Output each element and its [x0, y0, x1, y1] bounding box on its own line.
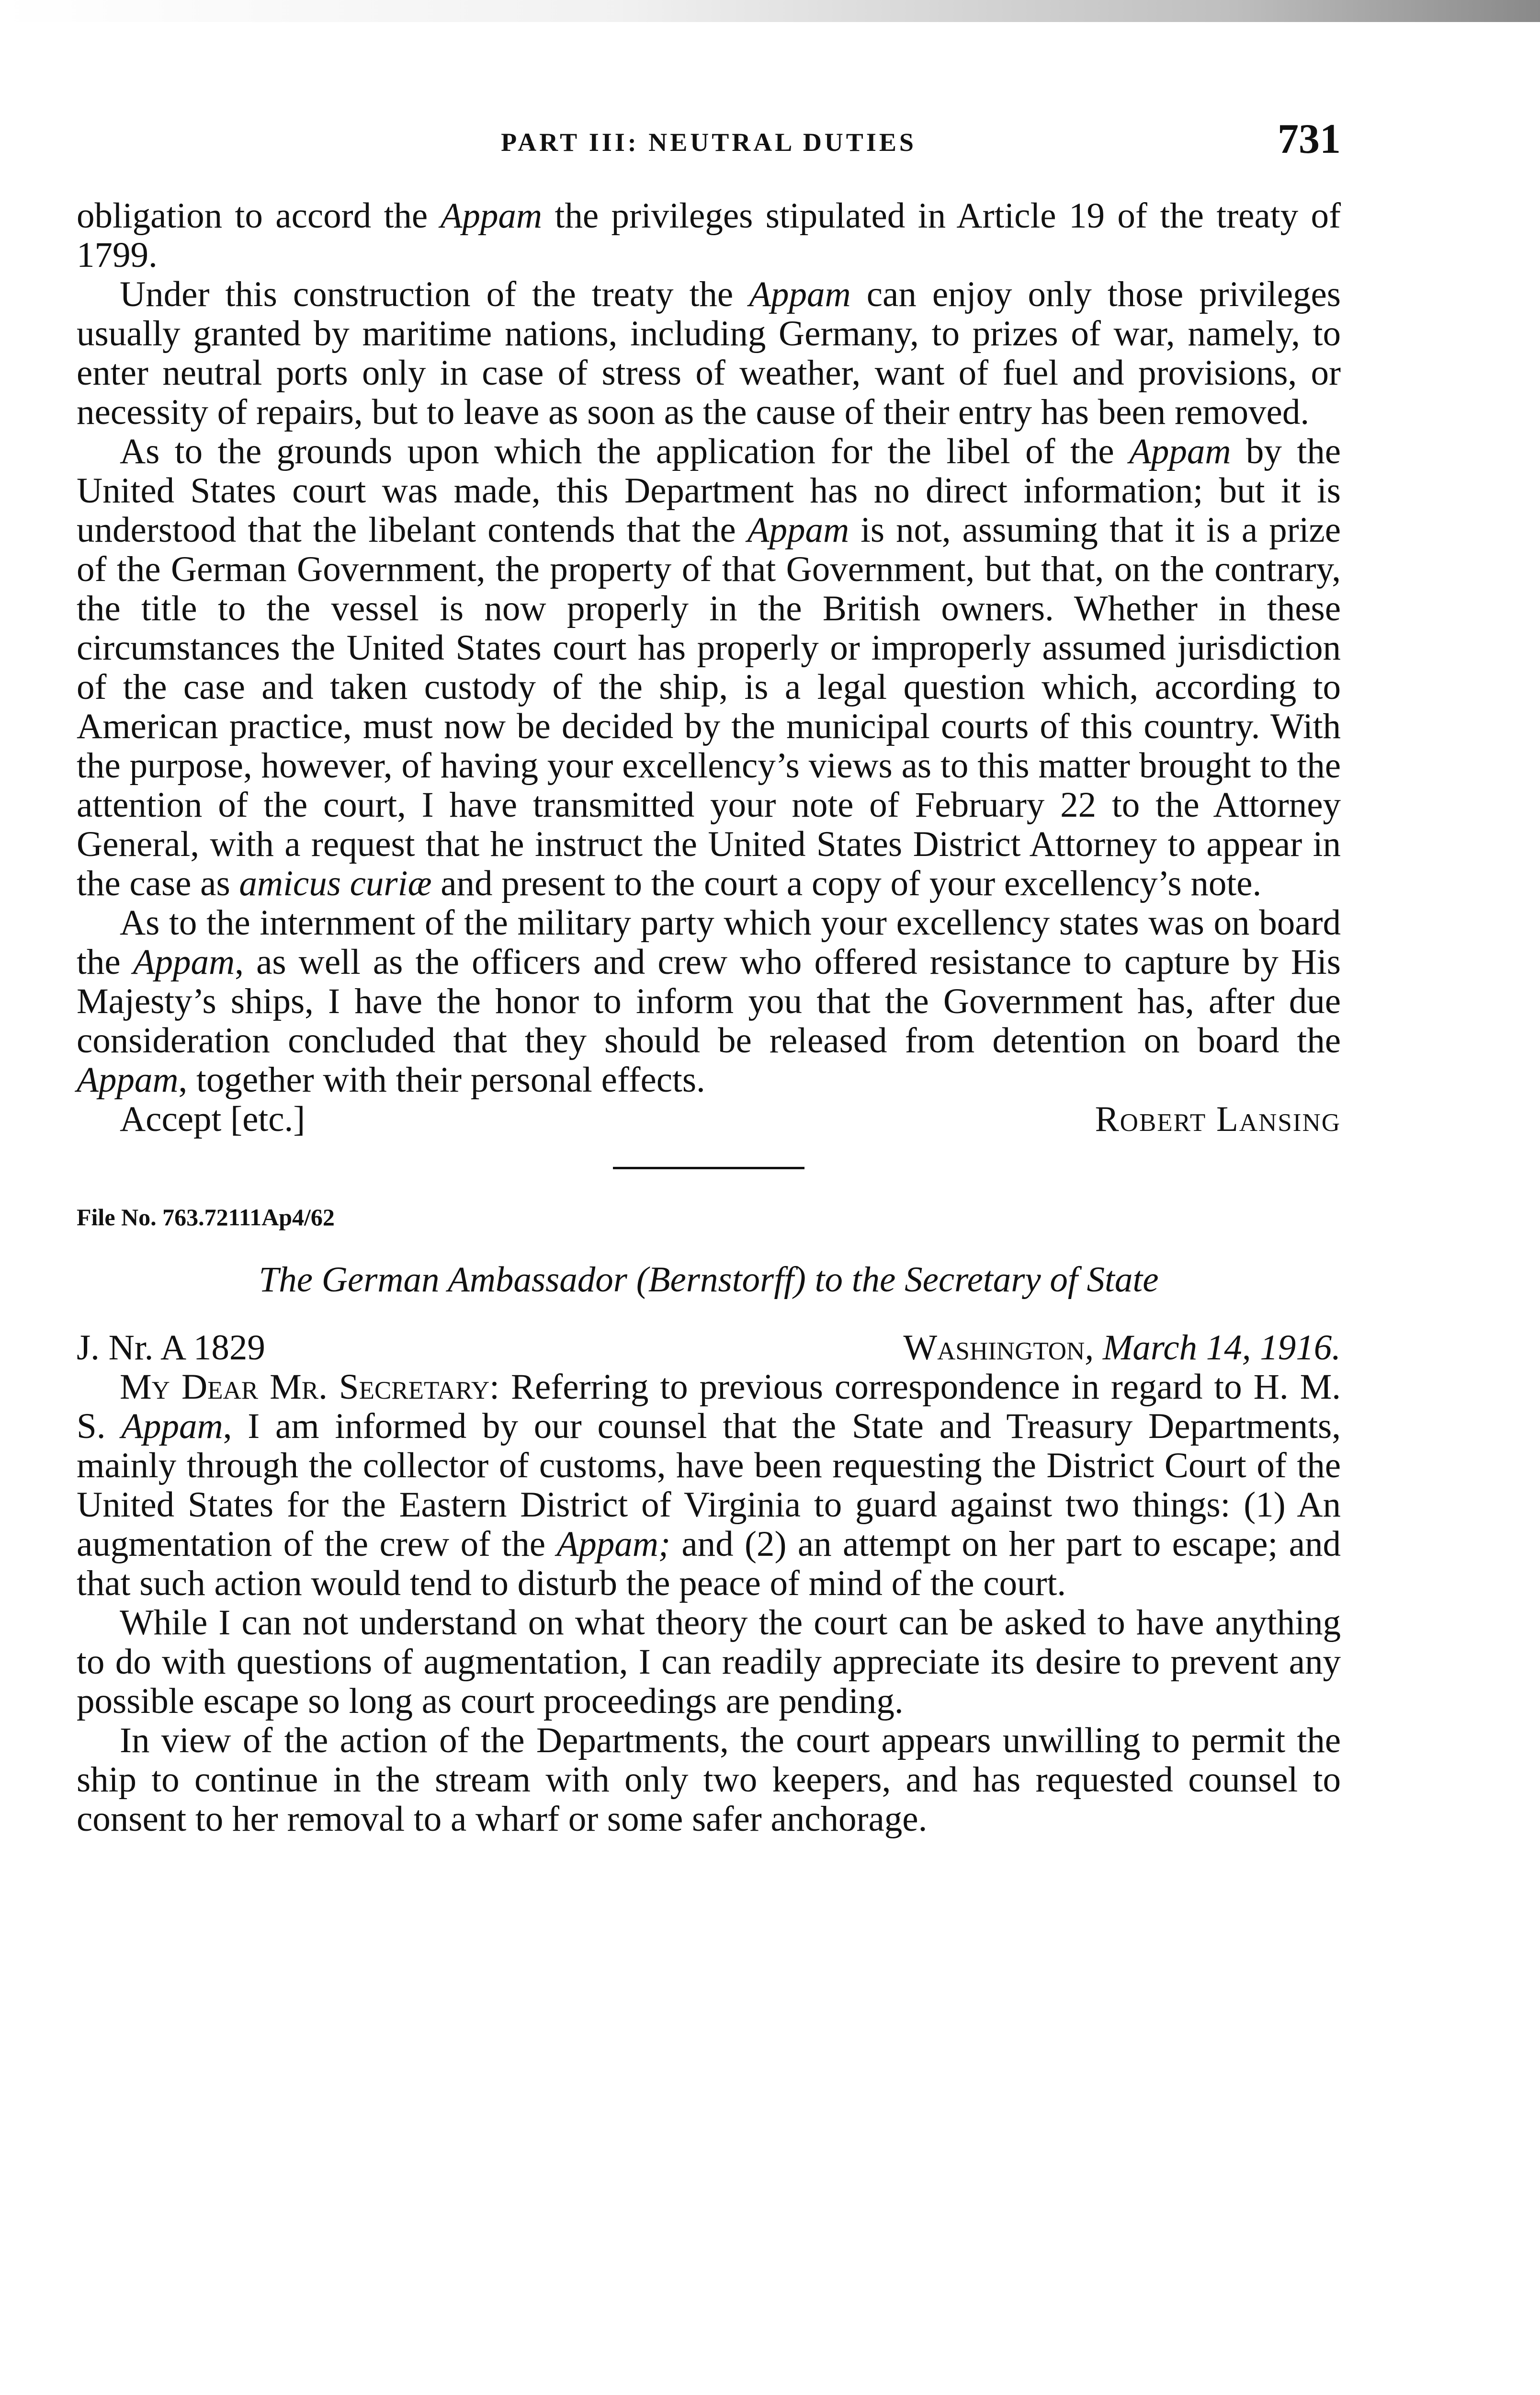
ship-name: Appam: [133, 942, 235, 982]
page-number: 731: [1278, 116, 1341, 162]
body-text: [77, 196, 1341, 1839]
letter1-paragraph-3: As to the grounds upon which the application for the libel of the Appam by the United States court was made, this Department has no direct information; but it is understood that the libelant contends that the Appam is not, assuming that it is a prize of the German Government, the property of that Government, but that, on the contrary, the title to the vessel is now properly in the British owners. Whether in these circumstances the United States court has properly or improperly assumed jurisdiction of the case and taken custody of the ship, is a legal question which, according to American practice, must now be decided by the municipal courts of this country. With the purpose, however, of having your excellency’s views as to this matter brought to the attention of the court, I have transmitted your note of February 22 to the Attorney General, with a request that he instruct the United States District Attorney to appear in the case as amicus curiæ and present to the court a copy of your excellency’s note.: [77, 432, 1341, 903]
letter1-paragraph-2: Under this construction of the treaty the Appam can enjoy only those privileges usually granted by maritime nations, including Germany, to prizes of war, namely, to enter neutral ports only in case of stress of weather, want of fuel and provisions, or necessity of repairs, but to leave as soon as the cause of their entry has been removed.: [77, 274, 1341, 432]
reference-number: J. Nr. A 1829: [77, 1328, 265, 1368]
complimentary-close: Accept [etc.]: [120, 1099, 306, 1139]
salutation: My Dear Mr. Secretary: [120, 1367, 490, 1407]
ship-name: Appam;: [556, 1524, 670, 1564]
ship-name: Appam: [77, 1060, 179, 1100]
document-heading: The German Ambassador (Bernstorff) to the Secretary of State: [259, 1260, 1159, 1300]
ship-name: Appam: [440, 196, 543, 236]
ship-name: Appam: [121, 1406, 223, 1446]
section-divider: [613, 1167, 804, 1169]
ship-name: Appam: [1129, 432, 1231, 471]
letter2-paragraph-3: In view of the action of the Departments, the court appears unwilling to permit the ship to continue in the stream with only two keepers, and has requested counsel to consent to her removal to a wharf or some safer anchorage.: [77, 1721, 1341, 1839]
signature: Robert Lansing: [1095, 1099, 1341, 1139]
document-page: [77, 0, 1341, 2395]
running-title: PART III: NEUTRAL DUTIES: [501, 128, 917, 157]
date: , March 14, 1916.: [1085, 1328, 1341, 1368]
ship-name: Appam: [747, 510, 849, 550]
dateline: [77, 1328, 1341, 1368]
place: Washington: [903, 1328, 1085, 1368]
ship-name: Appam: [749, 274, 851, 314]
letter1-signoff: [77, 1100, 1341, 1139]
letter2-paragraph-1: My Dear Mr. Secretary: Referring to previous correspondence in regard to H. M. S. Appam, I am informed by our counsel that the State and Treasury Departments, mainly through the collector of customs, have been requesting the District Court of the United States for the Eastern District of Virginia to guard against two things: (1) An augmentation of the crew of the Appam; and (2) an attempt on her part to escape; and that such action would tend to disturb the peace of mind of the court.: [77, 1367, 1341, 1603]
file-number: File No. 763.72111Ap4/62: [77, 1204, 335, 1231]
heading-person-name: Bernstorff: [648, 1260, 794, 1300]
latin-term: amicus curiæ: [239, 864, 432, 903]
place-date: [903, 1328, 1341, 1368]
running-head: [77, 115, 1341, 168]
letter1-paragraph-4: As to the internment of the military party which your excellency states was on board the Appam, as well as the officers and crew who offered resistance to capture by His Majesty’s ships, I have the honor to inform you that the Government has, after due consideration concluded that they should be released from detention on board the Appam, together with their personal effects.: [77, 903, 1341, 1100]
letter2-paragraph-2: While I can not understand on what theory the court can be asked to have anything to do with questions of augmentation, I can readily appreciate its desire to prevent any possible escape so long as court proceedings are pending.: [77, 1603, 1341, 1721]
letter1-paragraph-1: obligation to accord the Appam the privileges stipulated in Article 19 of the treaty of 1799.: [77, 196, 1341, 275]
